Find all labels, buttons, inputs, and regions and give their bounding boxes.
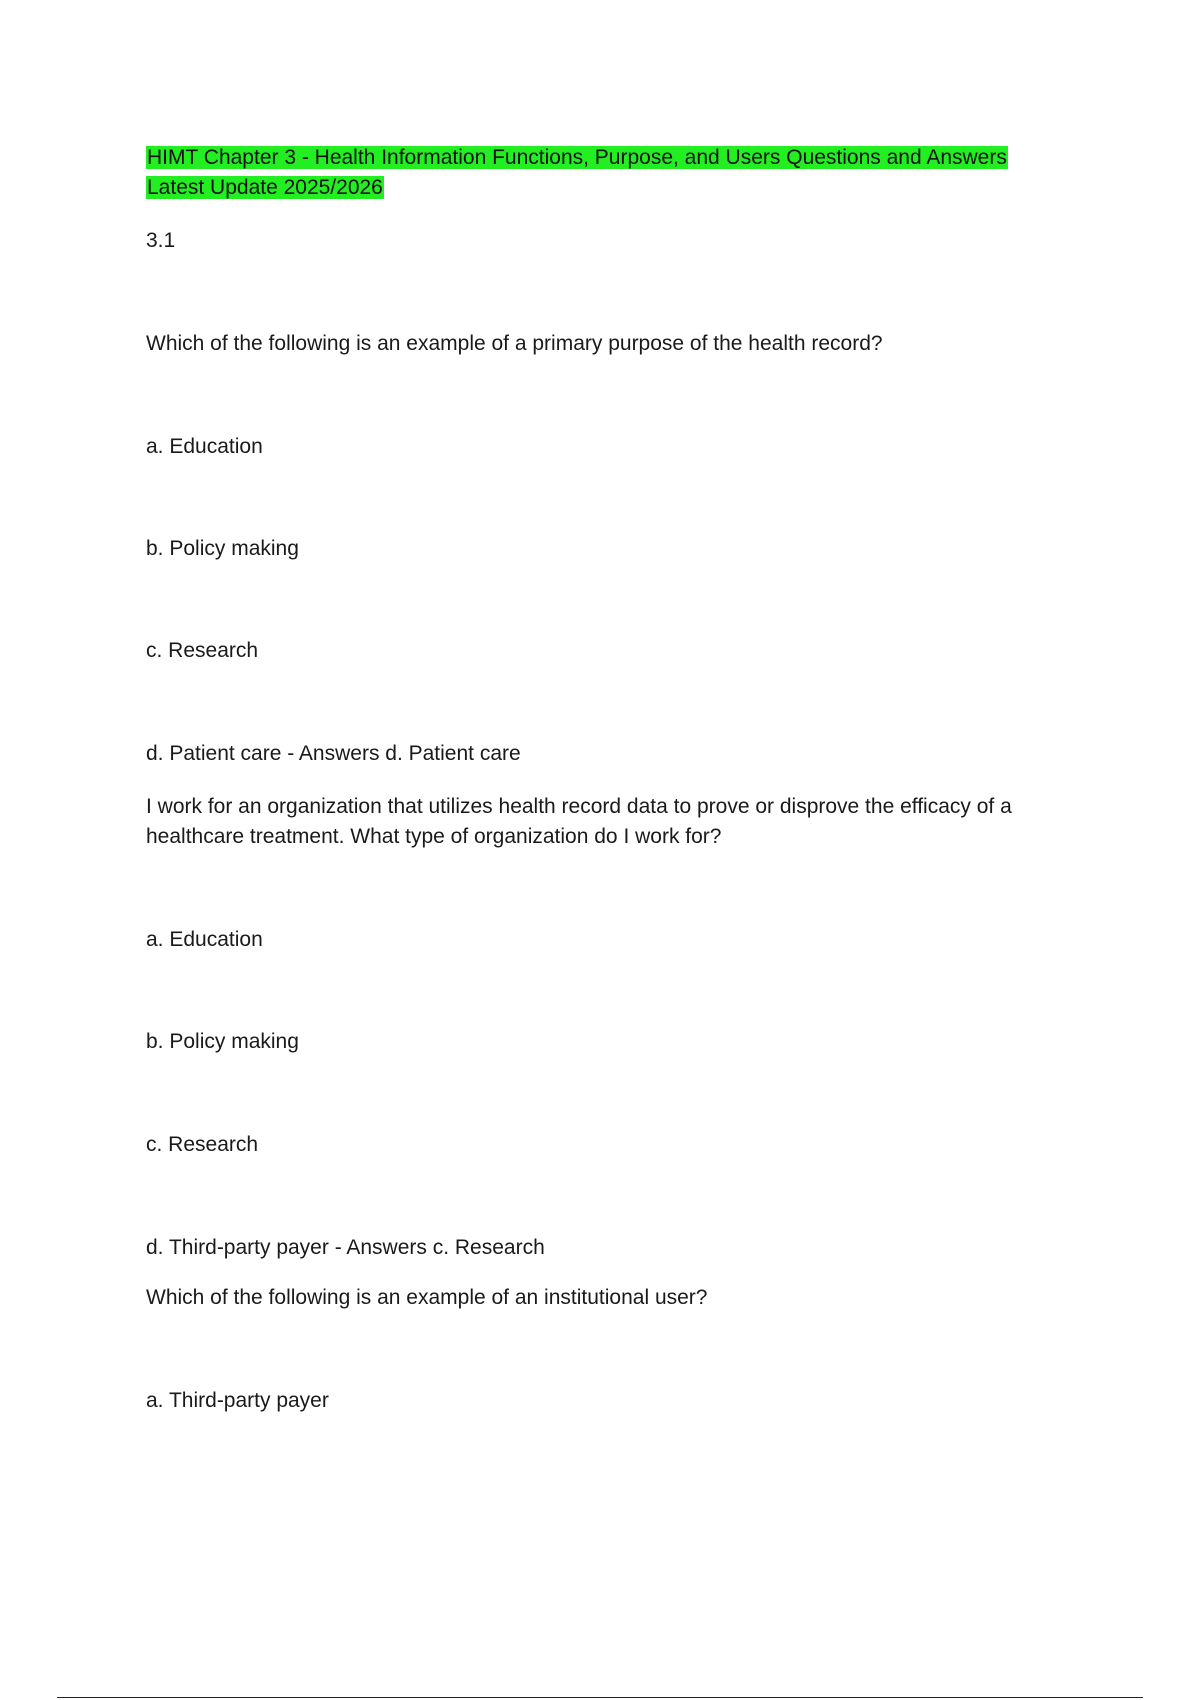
question-2-option-a: a. Education [146,928,263,951]
title-highlight-line2: Latest Update 2025/2026 [147,176,383,199]
question-3-text: Which of the following is an example of an institutional user? [146,1286,708,1309]
question-2-option-c: c. Research [146,1133,259,1156]
question-2-option-d-answer: d. Third-party payer - Answers c. Research [146,1236,545,1259]
question-2-option-b: b. Policy making [146,1030,299,1053]
question-2-text-line2: healthcare treatment. What type of organization do I work for? [146,825,722,848]
question-1-option-d-answer: d. Patient care - Answers d. Patient care [146,742,521,765]
question-1-option-c: c. Research [146,639,259,662]
question-2-text-line1: I work for an organization that utilizes health record data to prove or disprove the efficacy of a [146,795,1012,818]
question-1-option-b: b. Policy making [146,537,299,560]
section-number: 3.1 [146,229,176,252]
question-1-option-a: a. Education [146,435,263,458]
question-1-text: Which of the following is an example of a primary purpose of the health record? [146,332,883,355]
page-bottom-rule [57,1697,1143,1698]
title-highlight-line1: HIMT Chapter 3 - Health Information Functions, Purpose, and Users Questions and Answers [147,146,1007,169]
question-2-text [146,792,1076,852]
document-title [146,143,1066,203]
question-3-option-a: a. Third-party payer [146,1389,329,1412]
